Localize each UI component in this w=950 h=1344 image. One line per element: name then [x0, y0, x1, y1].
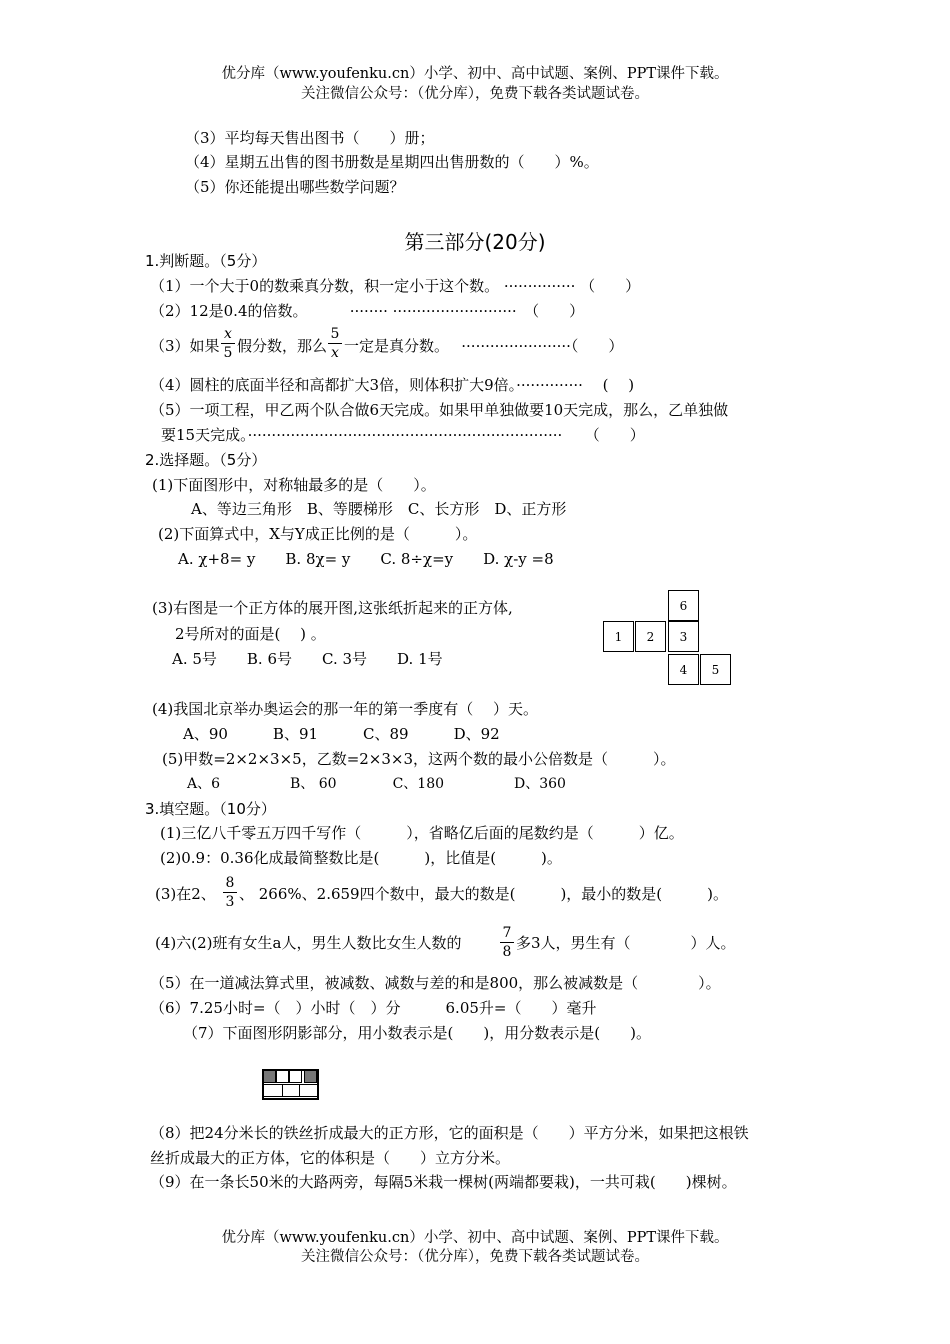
judge-question-4: （4）圆柱的底面半径和高都扩大3倍，则体积扩大9倍。·············· ( ) — [150, 376, 635, 394]
fill-heading: 3.填空题。（10分） — [145, 800, 276, 818]
prev-question-4: （4）星期五出售的图书册数是星期四出售册数的（ ）%。 — [185, 153, 599, 171]
fraction-8-over-3 — [223, 875, 237, 910]
fill-question-5: （5）在一道减法算式里，被减数、减数与差的和是800，那么被减数是（ ）。 — [150, 974, 721, 992]
choice-question-2: (2)下面算式中，X与Y成正比例的是（ ）。 — [158, 525, 478, 543]
cube-face: 2 — [635, 621, 666, 652]
judge-question-3-part-a: （3）如果 — [150, 337, 220, 355]
fraction-5-over-x — [328, 326, 342, 361]
header-line-1: 优分库（www.youfenku.cn）小学、初中、高中试题、案例、PPT课件下载。 — [221, 66, 729, 82]
fraction-numerator: 7 — [502, 925, 512, 941]
judge-question-5-line-2: 要15天完成。·································································· （ ） — [161, 426, 645, 444]
shaded-grid-figure — [262, 1069, 319, 1100]
fill-question-6: （6）7.25小时=（ ）小时（ ）分 6.05升=（ ）毫升 — [150, 999, 597, 1017]
choice-question-3-line-1: (3)右图是一个正方体的展开图,这张纸折起来的正方体, — [152, 599, 513, 617]
choice-question-3-options: A. 5号 B. 6号 C. 3号 D. 1号 — [172, 650, 443, 668]
fraction-denominator: x — [331, 345, 339, 361]
cube-face: 3 — [668, 621, 699, 652]
fill-question-9: （9）在一条长50米的大路两旁，每隔5米栽一棵树(两端都要栽)，一共可栽( )棵树。 — [150, 1173, 737, 1191]
fill-question-4-part-b: 多3人，男生有（ ）人。 — [516, 934, 736, 952]
prev-question-3: （3）平均每天售出图书（ ）册； — [185, 129, 435, 147]
header-line-2: 关注微信公众号：（优分库），免费下载各类试题试卷。 — [301, 86, 649, 102]
grid-cell-shaded — [263, 1070, 276, 1083]
fraction-numerator: 5 — [330, 326, 340, 342]
fill-question-8-line-2: 丝折成最大的正方体，它的体积是（ ）立方分米。 — [150, 1149, 511, 1167]
fill-question-8-line-1: （8）把24分米长的铁丝折成最大的正方形，它的面积是（ ）平方分米，如果把这根铁 — [150, 1124, 749, 1142]
fill-question-4-part-a: (4)六(2)班有女生a人，男生人数比女生人数的 — [155, 934, 462, 952]
fraction-denominator: 5 — [223, 345, 233, 361]
choice-question-3-line-2: 2号所对的面是( ) 。 — [175, 625, 326, 643]
judge-question-5-line-1: （5）一项工程，甲乙两个队合做6天完成。如果甲单独做要10天完成，那么，乙单独做 — [150, 401, 729, 419]
choice-heading: 2.选择题。（5分） — [145, 451, 267, 469]
cube-face: 4 — [668, 654, 699, 685]
fraction-7-over-8 — [500, 925, 514, 960]
choice-question-5: (5)甲数=2×2×3×5，乙数=2×3×3，这两个数的最小公倍数是（ ）。 — [162, 750, 676, 768]
fill-question-3-part-a: (3)在2、 — [155, 885, 216, 903]
choice-question-2-options: A. χ+8= y B. 8χ= y C. 8÷χ=y D. χ-y =8 — [178, 550, 554, 568]
choice-question-1: (1)下面图形中，对称轴最多的是（ ）。 — [152, 476, 436, 494]
cube-face: 6 — [668, 590, 699, 621]
fraction-numerator: 8 — [225, 875, 235, 891]
section-title: 第三部分(20分) — [404, 230, 546, 254]
footer-line-2: 关注微信公众号：（优分库），免费下载各类试题试卷。 — [301, 1249, 649, 1265]
choice-question-4-options: A、90 B、91 C、89 D、92 — [183, 725, 500, 743]
judge-question-1: （1）一个大于0的数乘真分数，积一定小于这个数。 ··············· （ ） — [150, 277, 641, 295]
choice-question-1-options: A、等边三角形 B、等腰梯形 C、长方形 D、正方形 — [191, 500, 567, 518]
fraction-denominator: 8 — [502, 944, 512, 960]
grid-cell — [276, 1070, 289, 1083]
choice-question-5-options: A、6 B、 60 C、180 D、360 — [187, 776, 566, 792]
fill-question-3-part-b: 、 266%、2.659四个数中，最大的数是( )，最小的数是( )。 — [239, 885, 729, 903]
fill-question-2: (2)0.9：0.36化成最简整数比是( )，比值是( )。 — [160, 849, 562, 867]
grid-cell — [289, 1070, 302, 1083]
judge-question-3-part-b: 假分数，那么 — [237, 337, 328, 355]
grid-cell — [263, 1084, 283, 1097]
grid-cell — [282, 1084, 300, 1097]
judge-heading: 1.判断题。（5分） — [145, 252, 267, 270]
fill-question-1: (1)三亿八千零五万四千写作（ ），省略亿后面的尾数约是（ ）亿。 — [160, 824, 684, 842]
prev-question-5: （5）你还能提出哪些数学问题？ — [185, 178, 405, 196]
choice-question-4: (4)我国北京举办奥运会的那一年的第一季度有（ ）天。 — [152, 700, 539, 718]
fill-question-7: （7）下面图形阴影部分，用小数表示是( )，用分数表示是( )。 — [183, 1024, 651, 1042]
fraction-denominator: 3 — [225, 894, 235, 910]
footer-line-1: 优分库（www.youfenku.cn）小学、初中、高中试题、案例、PPT课件下载。 — [221, 1230, 729, 1246]
judge-question-3-part-c: 一定是真分数。 ·······················（ ） — [344, 337, 624, 355]
judge-question-2: （2）12是0.4的倍数。 ········ ·························· （ ） — [150, 302, 585, 320]
fraction-x-over-5 — [221, 326, 235, 361]
fraction-numerator: x — [224, 326, 232, 342]
grid-cell-shaded — [304, 1070, 317, 1083]
cube-face: 1 — [603, 621, 634, 652]
cube-face: 5 — [700, 654, 731, 685]
grid-cell — [299, 1084, 318, 1097]
